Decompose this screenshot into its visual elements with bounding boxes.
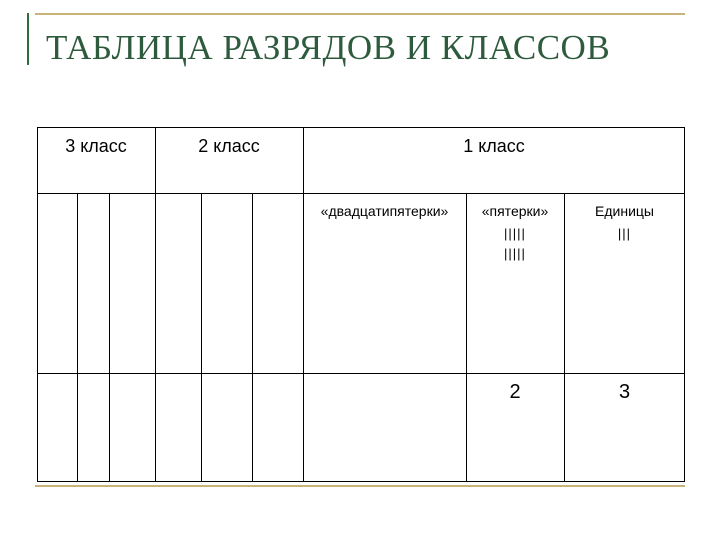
header-class-1: 1 класс <box>463 136 525 156</box>
tally-fives-row-2: ||||| <box>504 246 526 261</box>
tally-fives-row-1: ||||| <box>504 226 526 241</box>
table-outline <box>38 128 685 482</box>
result-digit-fives: 2 <box>509 381 521 403</box>
subheader-fives: «пятерки» <box>481 203 549 219</box>
subheader-twenty-fives: «двадцатипятерки» <box>320 203 449 219</box>
subheader-units: Единицы <box>595 203 654 219</box>
result-digit-units: 3 <box>618 381 631 403</box>
header-class-3: 3 класс <box>65 136 127 156</box>
tally-units: ||| <box>617 226 632 241</box>
page-title: ТАБЛИЦА РАЗРЯДОВ И КЛАССОВ <box>46 28 611 67</box>
header-class-2: 2 класс <box>198 136 260 156</box>
